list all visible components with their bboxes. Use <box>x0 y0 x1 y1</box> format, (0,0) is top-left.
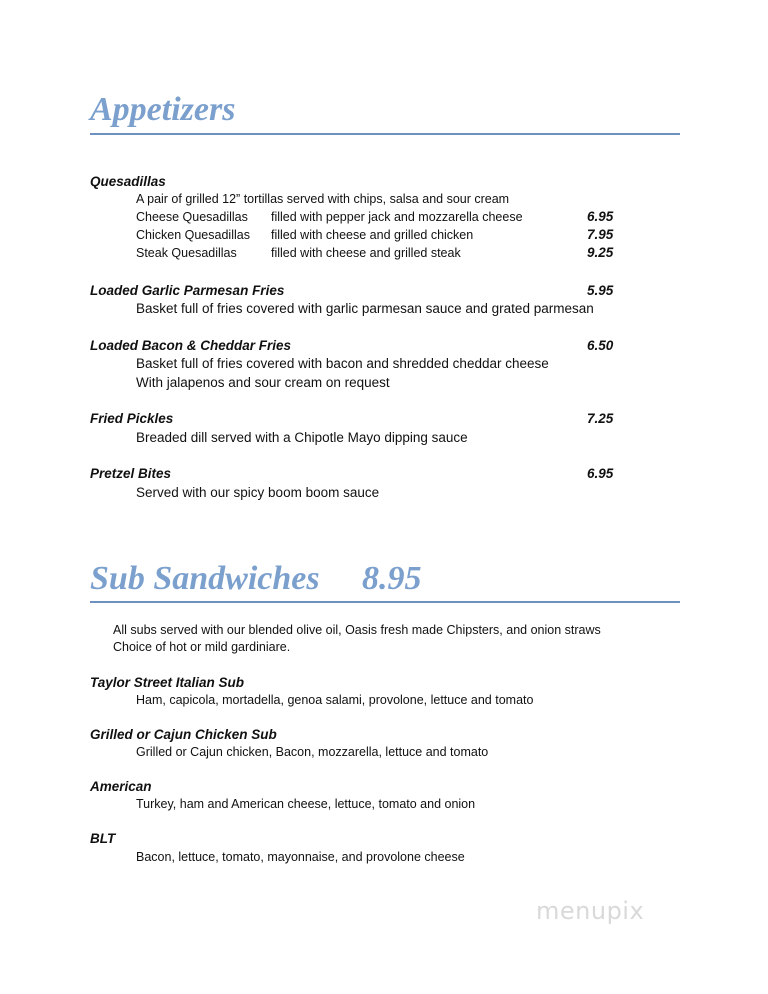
menu-item-price: 6.50 <box>587 338 614 353</box>
quesadillas-intro: A pair of grilled 12” tortillas served with chips, salsa and sour cream <box>136 192 510 206</box>
subs-price: 8.95 <box>362 560 422 597</box>
menu-item-description: Basket full of fries covered with garlic parmesan sauce and grated parmesan <box>136 301 594 316</box>
sub-item-title: Grilled or Cajun Chicken Sub <box>90 727 277 742</box>
menu-item-description: With jalapenos and sour cream on request <box>136 375 390 390</box>
sub-item-title: American <box>90 779 152 794</box>
subs-heading: Sub Sandwiches <box>90 560 320 597</box>
watermark-logo: menupix <box>536 897 645 925</box>
subs-divider <box>90 601 680 603</box>
quesadillas-title: Quesadillas <box>90 174 166 189</box>
menu-item-description: Basket full of fries covered with bacon and shredded cheddar cheese <box>136 356 549 371</box>
sub-item-description: Turkey, ham and American cheese, lettuce, tomato and onion <box>136 797 476 811</box>
menu-item-title: Pretzel Bites <box>90 466 172 481</box>
appetizers-divider <box>90 133 680 135</box>
appetizers-heading: Appetizers <box>90 91 236 128</box>
quesadilla-variant-desc: filled with cheese and grilled steak <box>271 246 461 260</box>
quesadilla-variant-price: 9.25 <box>587 245 614 260</box>
quesadilla-variant-price: 7.95 <box>587 227 614 242</box>
menu-item-title: Loaded Bacon & Cheddar Fries <box>90 338 292 353</box>
quesadilla-variant-name: Steak Quesadillas <box>136 246 237 260</box>
quesadilla-variant-name: Chicken Quesadillas <box>136 228 250 242</box>
sub-item-description: Bacon, lettuce, tomato, mayonnaise, and provolone cheese <box>136 850 465 864</box>
menu-item-description: Breaded dill served with a Chipotle Mayo dipping sauce <box>136 430 468 445</box>
menu-item-description: Served with our spicy boom boom sauce <box>136 485 380 500</box>
quesadilla-variant-name: Cheese Quesadillas <box>136 210 248 224</box>
menu-item-price: 6.95 <box>587 466 614 481</box>
menu-item-title: Loaded Garlic Parmesan Fries <box>90 283 285 298</box>
subs-note: Choice of hot or mild gardiniare. <box>113 640 291 654</box>
sub-item-title: BLT <box>90 831 116 846</box>
subs-note: All subs served with our blended olive oil, Oasis fresh made Chipsters, and onion straws <box>113 623 601 637</box>
sub-item-description: Grilled or Cajun chicken, Bacon, mozzarella, lettuce and tomato <box>136 745 489 759</box>
menu-item-price: 7.25 <box>587 411 614 426</box>
menu-item-price: 5.95 <box>587 283 614 298</box>
quesadilla-variant-desc: filled with cheese and grilled chicken <box>271 228 474 242</box>
menu-item-title: Fried Pickles <box>90 411 174 426</box>
sub-item-description: Ham, capicola, mortadella, genoa salami, provolone, lettuce and tomato <box>136 693 534 707</box>
quesadilla-variant-desc: filled with pepper jack and mozzarella cheese <box>271 210 523 224</box>
quesadilla-variant-price: 6.95 <box>587 209 614 224</box>
sub-item-title: Taylor Street Italian Sub <box>90 675 245 690</box>
